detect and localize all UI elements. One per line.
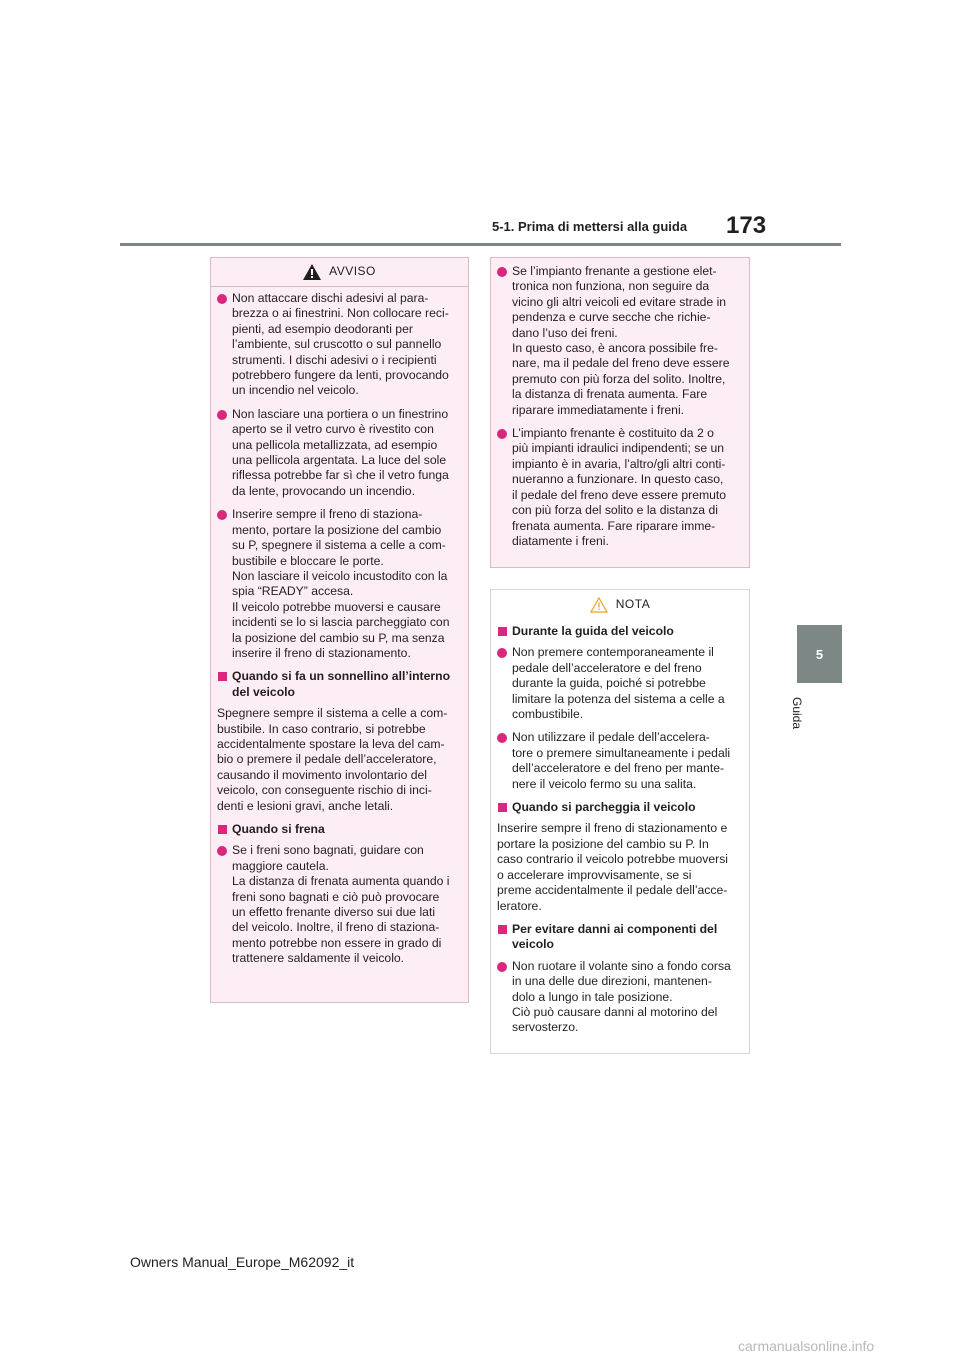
chapter-number: 5	[815, 646, 824, 662]
round-bullet-icon	[217, 510, 227, 520]
subheading	[497, 624, 739, 639]
bullet-item	[497, 645, 739, 722]
square-bullet-icon	[218, 672, 227, 681]
round-bullet-icon	[497, 962, 507, 972]
chapter-label: Guida	[790, 697, 804, 730]
subheading	[497, 800, 739, 815]
subheading	[497, 922, 739, 953]
round-bullet-icon	[217, 410, 227, 420]
square-bullet-icon	[498, 627, 507, 636]
bullet-text: Non ruotare il volante sino a fondo corsa in una delle due direzioni, mantenen- dolo a lungo in tale posizione. Ciò può causare danni al motorino del servosterzo.	[512, 958, 731, 1035]
nota-header	[491, 590, 749, 620]
subheading-text: Quando si frena	[232, 822, 325, 836]
round-bullet-icon	[497, 429, 507, 439]
bullet-text: Non attaccare dischi adesivi al para- brezza o ai finestrini. Non collocare reci- pienti, ad esempio deodoranti per l’ambiente, sul cruscotto o sul pannello strumenti. I dischi adesivi o i recipienti potrebbero fungere da lenti, provocando un incendio nel veicolo.	[232, 291, 449, 398]
avviso-continued-box	[490, 257, 750, 568]
bullet-item	[217, 407, 458, 499]
bullet-item	[497, 264, 739, 418]
subheading-text: Per evitare danni ai componenti del veicolo	[512, 921, 718, 952]
paragraph: Spegnere sempre il sistema a celle a com- bustibile. In caso contrario, si potrebbe accidentalmente spostare la leva del cam- bio o premere il pedale dell’acceleratore, causando il movimento involontario del veicolo, con conseguente rischio di inci- denti e lesioni gravi, anche letali.	[217, 706, 448, 813]
square-bullet-icon	[218, 825, 227, 834]
bullet-text: Inserire sempre il freno di staziona- mento, portare la posizione del cambio su P, spegnere il sistema a celle a com- bustibile e bloccare le porte. Non lasciare il veicolo incustodito con la spia “READY” accesa. Il veicolo potrebbe muoversi e causare incidenti se lo si lascia parcheggiato con la posizione del cambio su P, ma senza inserire il freno di stazionamento.	[232, 507, 450, 660]
bullet-text: Se i freni sono bagnati, guidare con maggiore cautela. La distanza di frenata aumenta quando i freni sono bagnati e ciò può provocare un effetto frenante diverso sui due lati del veicolo. Inoltre, il freno di staziona- mento potrebbe non essere in grado di trattenere saldamente il veicolo.	[232, 843, 450, 966]
round-bullet-icon	[497, 733, 507, 743]
nota-content	[491, 620, 749, 1036]
round-bullet-icon	[217, 846, 227, 856]
square-bullet-icon	[498, 803, 507, 812]
square-bullet-icon	[498, 925, 507, 934]
bullet-text: Non premere contemporaneamente il pedale dell’acceleratore e del freno durante la guida, poiché si potrebbe limitare la potenza del sistema a celle a combustibile.	[512, 645, 725, 722]
bullet-item	[217, 843, 458, 966]
bullet-item	[217, 507, 458, 661]
header-rule	[120, 243, 841, 246]
bullet-item	[497, 426, 739, 549]
page-number: 173	[726, 212, 767, 239]
bullet-text: Se l’impianto frenante a gestione elet- tronica non funziona, non seguire da vicino gli altri veicoli ed evitare strade in pendenza e curve secche che richie- dano l’uso dei freni. In questo caso, è ancora possibile fre- nare, ma il pedale del freno deve essere premuto con più forza del solito. Inoltre, la distanza di frenata aumenta. Fare riparare immediatamente i freni.	[512, 264, 730, 417]
bullet-item	[497, 959, 739, 1036]
footer-text: Owners Manual_Europe_M62092_it	[130, 1254, 355, 1270]
round-bullet-icon	[497, 648, 507, 658]
avviso-continued-content	[491, 258, 749, 549]
bullet-text: Non lasciare una portiera o un finestrino aperto se il vetro curvo è rivestito con una pellicola metallizzata, ad esempio una pellicola argentata. La luce del sole riflessa potrebbe far sì che il vetro funga da lente, provocando un incendio.	[232, 406, 449, 498]
avviso-header	[211, 258, 468, 287]
subheading	[217, 669, 458, 700]
subheading-text: Durante la guida del veicolo	[512, 624, 674, 638]
subheading-text: Quando si parcheggia il veicolo	[512, 800, 696, 815]
section-title: 5-1. Prima di mettersi alla guida	[492, 219, 688, 234]
avviso-content	[211, 287, 468, 967]
warning-filled-icon	[303, 264, 321, 280]
avviso-box	[210, 257, 469, 1003]
nota-box	[490, 589, 750, 1054]
bullet-item	[217, 291, 458, 399]
subheading-text: Quando si fa un sonnellino all’interno del veicolo	[232, 669, 451, 699]
paragraph: Inserire sempre il freno di stazionamento e portare la posizione del cambio su P. In caso contrario il veicolo potrebbe muoversi o accelerare improvvisamente, se si preme accidentalmente il pedale dell’acce- leratore.	[497, 821, 728, 913]
warning-outline-icon	[590, 597, 608, 613]
bullet-text: Non utilizzare il pedale dell’accelera- tore o premere simultaneamente i pedali dell’acceleratore e del freno per mante- nere il veicolo fermo su una salita.	[512, 730, 731, 791]
nota-title: NOTA	[615, 597, 651, 612]
round-bullet-icon	[217, 294, 227, 304]
watermark: carmanualsonline.info	[738, 1338, 875, 1354]
chapter-tab[interactable]	[797, 625, 842, 683]
avviso-title: AVVISO	[329, 264, 376, 279]
subheading	[217, 822, 458, 837]
bullet-item	[497, 730, 739, 792]
round-bullet-icon	[497, 267, 507, 277]
bullet-text: L’impianto frenante è costituito da 2 o più impianti idraulici indipendenti; se un impianto è in avaria, l’altro/gli altri conti- nueranno a funzionare. In questo caso, il pedale del freno deve essere premuto con più forza del solito e la distanza di frenata aumenta. Fare riparare imme- diatamente i freni.	[512, 426, 727, 548]
